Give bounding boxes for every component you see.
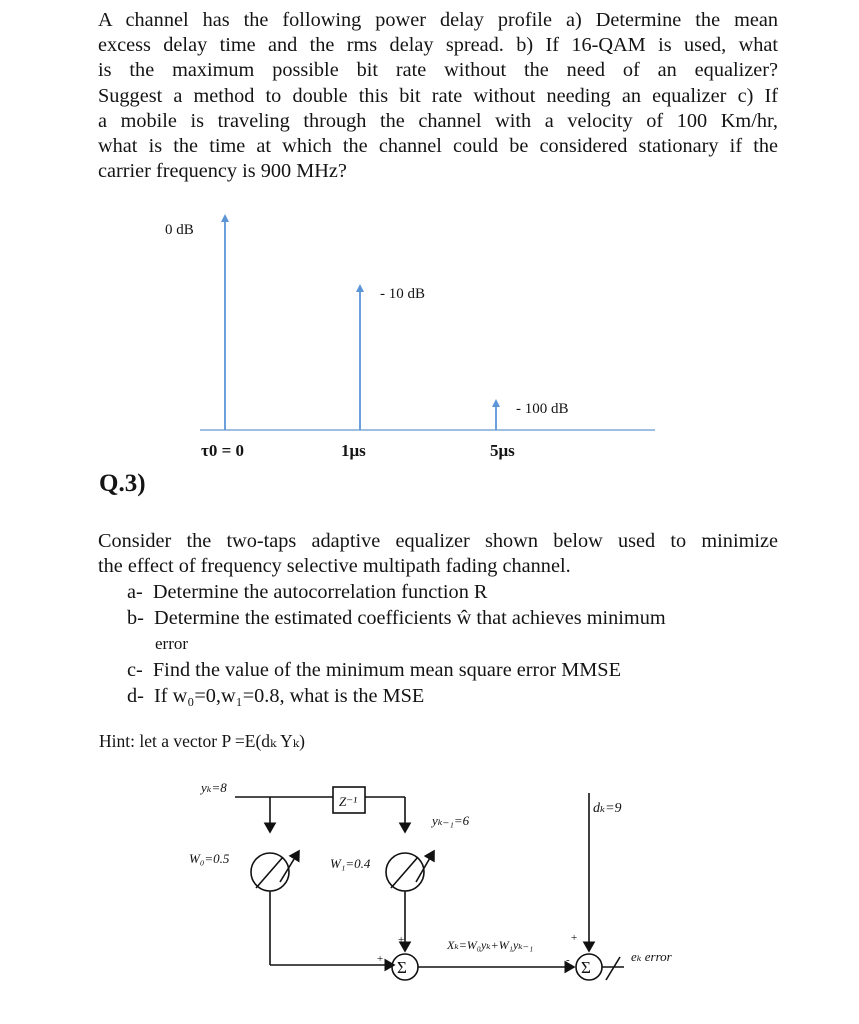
delay-tick-label: 5μs: [490, 441, 515, 460]
w1-adapt-arrow: [416, 851, 434, 882]
minus-sign: -: [566, 954, 570, 966]
problem-line: is the maximum possible bit rate without the need of an equalizer?: [98, 59, 778, 82]
sum-symbol-1: Σ: [397, 958, 407, 977]
item-text: Determine the autocorrelation function R: [152, 581, 488, 603]
error-slash: [606, 957, 620, 980]
q3-heading: Q.3): [99, 470, 146, 497]
xk-label: Xₖ=W₀yₖ+W₁yₖ₋₁: [447, 938, 534, 952]
impulse-value-label: - 100 dB: [516, 401, 569, 417]
problem-line: Suggest a method to double this bit rate without needing an equalizer c) If: [98, 84, 778, 107]
item-marker: b-: [127, 607, 144, 629]
item-text: Find the value of the minimum mean square error MMSE: [152, 659, 621, 681]
ek-label: eₖ error: [631, 949, 672, 964]
q3-intro-line: Consider the two-taps adaptive equalizer shown below used to minimize: [98, 530, 778, 552]
delay-tick-label: 1μs: [341, 441, 366, 460]
item-marker: a-: [127, 581, 143, 603]
w1-label: W₁=0.4: [330, 856, 371, 871]
q3-item-b-continuation: error: [155, 634, 189, 653]
impulse-value-label: 0 dB: [165, 222, 194, 238]
q3-intro-line: the effect of frequency selective multipath fading channel.: [98, 555, 571, 578]
item-text: Determine the estimated coefficients ŵ that achieves minimum: [154, 607, 666, 629]
delay-label: Z⁻¹: [339, 794, 357, 809]
w1-slash: [391, 857, 418, 888]
problem-line: A channel has the following power delay profile a) Determine the mean: [98, 9, 778, 31]
item-marker: d-: [127, 685, 144, 707]
problem-line: what is the time at which the channel could be considered stationary if the: [98, 135, 778, 158]
yk-label: yₖ=8: [201, 780, 227, 795]
plus-sign: +: [377, 953, 384, 965]
problem-line: excess delay time and the rms delay spread. b) If 16-QAM is used, what: [98, 34, 778, 57]
item-marker: c-: [127, 659, 143, 681]
dk-label: dₖ=9: [593, 801, 622, 816]
item-text: If w₀=0,w₁=0.8, what is the MSE: [154, 685, 425, 707]
sum-symbol-2: Σ: [581, 958, 591, 977]
impulse-value-label: - 10 dB: [380, 286, 425, 302]
w0-adapt-arrow: [280, 851, 299, 882]
w0-slash: [256, 857, 283, 888]
hint-text: Hint: let a vector P =E(dₖ Yₖ): [99, 731, 306, 751]
problem-line: a mobile is traveling through the channel with a velocity of 100 Km/hr,: [98, 109, 778, 132]
w0-label: W₀=0.5: [189, 851, 230, 866]
plus-sign: +: [571, 932, 578, 944]
problem-line: carrier frequency is 900 MHz?: [98, 160, 347, 183]
plus-sign: +: [398, 934, 405, 946]
yk1-label: yₖ₋₁=6: [432, 813, 470, 828]
delay-tick-label: τ0 = 0: [201, 441, 245, 460]
